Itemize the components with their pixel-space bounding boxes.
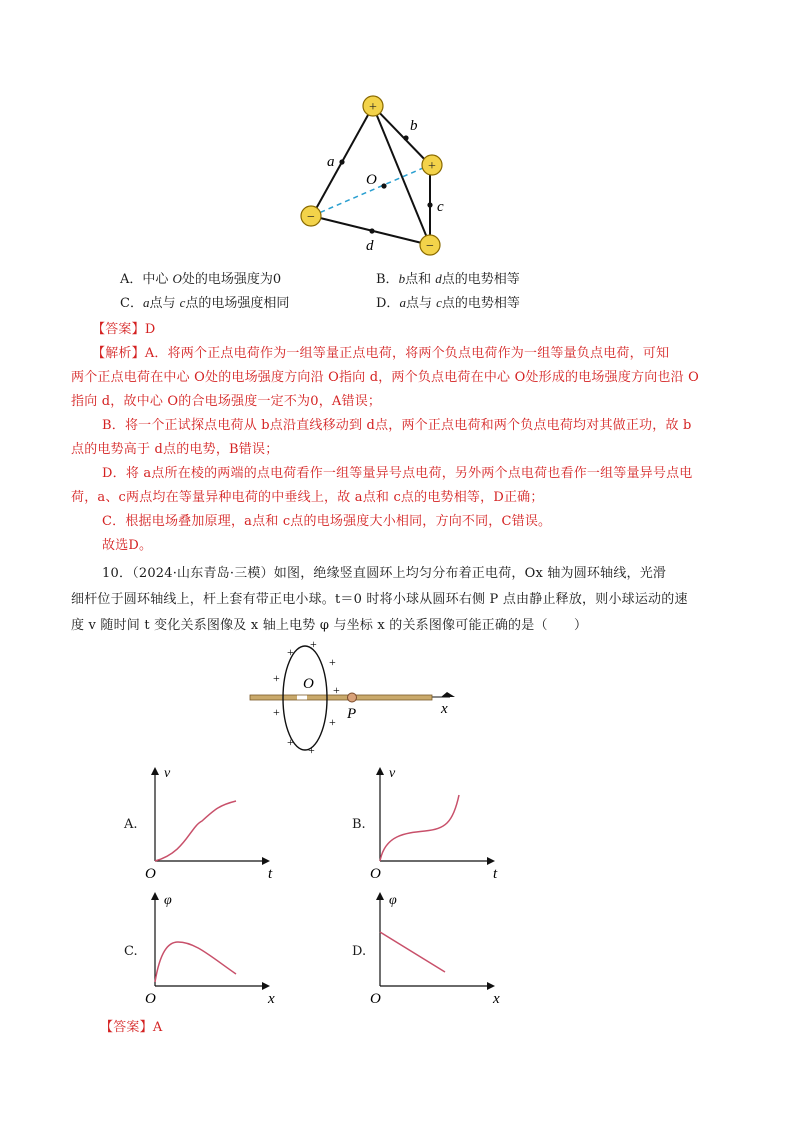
svg-text:P: P (347, 706, 357, 722)
analysis-line-6: D．将 a点所在棱的两端的点电荷看作一组等量异号点电荷，另外两个点电荷也看作一组等量异号点电 (102, 466, 693, 481)
charge-top-positive (363, 96, 383, 116)
svg-text:φ: φ (389, 893, 397, 908)
svg-text:O: O (145, 866, 156, 882)
label-b: b (410, 118, 418, 134)
option-b: B．b点和 d点的电势相等 (376, 271, 520, 287)
svg-text:O: O (370, 866, 381, 882)
q10-line-3: 度 v 随时间 t 变化关系图像及 x 轴上电势 φ 与坐标 x 的关系图像可能正确的是（ ） (71, 618, 588, 633)
svg-text:v: v (164, 766, 171, 781)
option-c: C．a点与 c点的电场强度相同 (120, 295, 290, 311)
svg-text:+: + (287, 645, 294, 659)
analysis-line-5: 点的电势高于 d点的电势，B错误； (71, 442, 279, 457)
graph-b-label: B. (352, 817, 366, 832)
svg-text:+: + (428, 159, 436, 174)
svg-text:O: O (303, 676, 314, 692)
svg-text:+: + (333, 683, 340, 697)
svg-text:−: − (307, 210, 315, 225)
svg-text:x: x (493, 991, 500, 1007)
svg-text:+: + (329, 715, 336, 729)
graph-c-label: C. (124, 944, 138, 959)
svg-text:−: − (426, 239, 434, 254)
svg-text:x: x (268, 991, 275, 1007)
charge-right-positive (422, 155, 442, 175)
svg-text:+: + (369, 100, 377, 115)
analysis-line-3: 指向 d，故中心 O的合电场强度一定不为0，A错误； (71, 394, 382, 409)
label-d: d (366, 238, 374, 254)
q9-answer: 【答案】D (92, 322, 156, 337)
graph-a (140, 765, 280, 883)
option-a: A．中心 O处的电场强度为0 (120, 271, 282, 287)
analysis-line-2: 两个正点电荷在中心 O处的电场强度方向沿 O指向 d，两个负点电荷在中心 O处形成的电场强度方向也沿 O (71, 370, 700, 385)
option-d: D．a点与 c点的电势相等 (376, 295, 520, 311)
charge-bottom-negative (420, 235, 440, 255)
svg-text:v: v (389, 766, 396, 781)
svg-text:+: + (287, 735, 294, 749)
svg-text:t: t (268, 866, 273, 882)
svg-text:O: O (370, 991, 381, 1007)
svg-text:+: + (329, 655, 336, 669)
graph-d-label: D. (352, 944, 367, 959)
svg-text:+: + (310, 640, 317, 651)
graph-d (365, 890, 505, 1008)
ring-figure (245, 640, 465, 760)
tetrahedron-figure (280, 90, 460, 260)
analysis-line-4: B．将一个正试探点电荷从 b点沿直线移动到 d点，两个正点电荷和两个负点电荷均对其做正功，故 b (102, 418, 692, 433)
q10-answer: 【答案】A (100, 1020, 163, 1035)
analysis-line-1: 【解析】A．将两个正点电荷作为一组等量正点电荷，将两个负点电荷作为一组等量负点电荷，可知 (92, 346, 670, 361)
analysis-line-8: C．根据电场叠加原理，a点和 c点的电场强度大小相同，方向不同，C错误。 (102, 514, 552, 529)
svg-text:φ: φ (164, 893, 172, 908)
analysis-line-9: 故选D。 (102, 538, 153, 553)
svg-text:+: + (273, 705, 280, 719)
label-c: c (437, 199, 444, 215)
analysis-line-7: 荷，a、c两点均在等量异种电荷的中垂线上，故 a点和 c点的电势相等，D正确； (71, 490, 544, 505)
q10-line-2: 细杆位于圆环轴线上，杆上套有带正电小球。t＝0 时将小球从圆环右侧 P 点由静止释放，则小球运动的速 (71, 592, 688, 607)
svg-text:+: + (273, 671, 280, 685)
graph-b (365, 765, 505, 883)
svg-text:t: t (493, 866, 498, 882)
graph-a-label: A. (124, 817, 138, 832)
q10-line-1: 10．（2024·山东青岛·三模）如图，绝缘竖直圆环上均匀分布着正电荷，Ox 轴为圆环轴线，光滑 (102, 566, 667, 581)
label-O: O (366, 172, 377, 188)
label-a: a (327, 154, 335, 170)
svg-text:x: x (441, 701, 448, 717)
graph-c (140, 890, 280, 1008)
charge-left-negative (301, 206, 321, 226)
svg-text:O: O (145, 991, 156, 1007)
svg-text:+: + (308, 743, 315, 757)
